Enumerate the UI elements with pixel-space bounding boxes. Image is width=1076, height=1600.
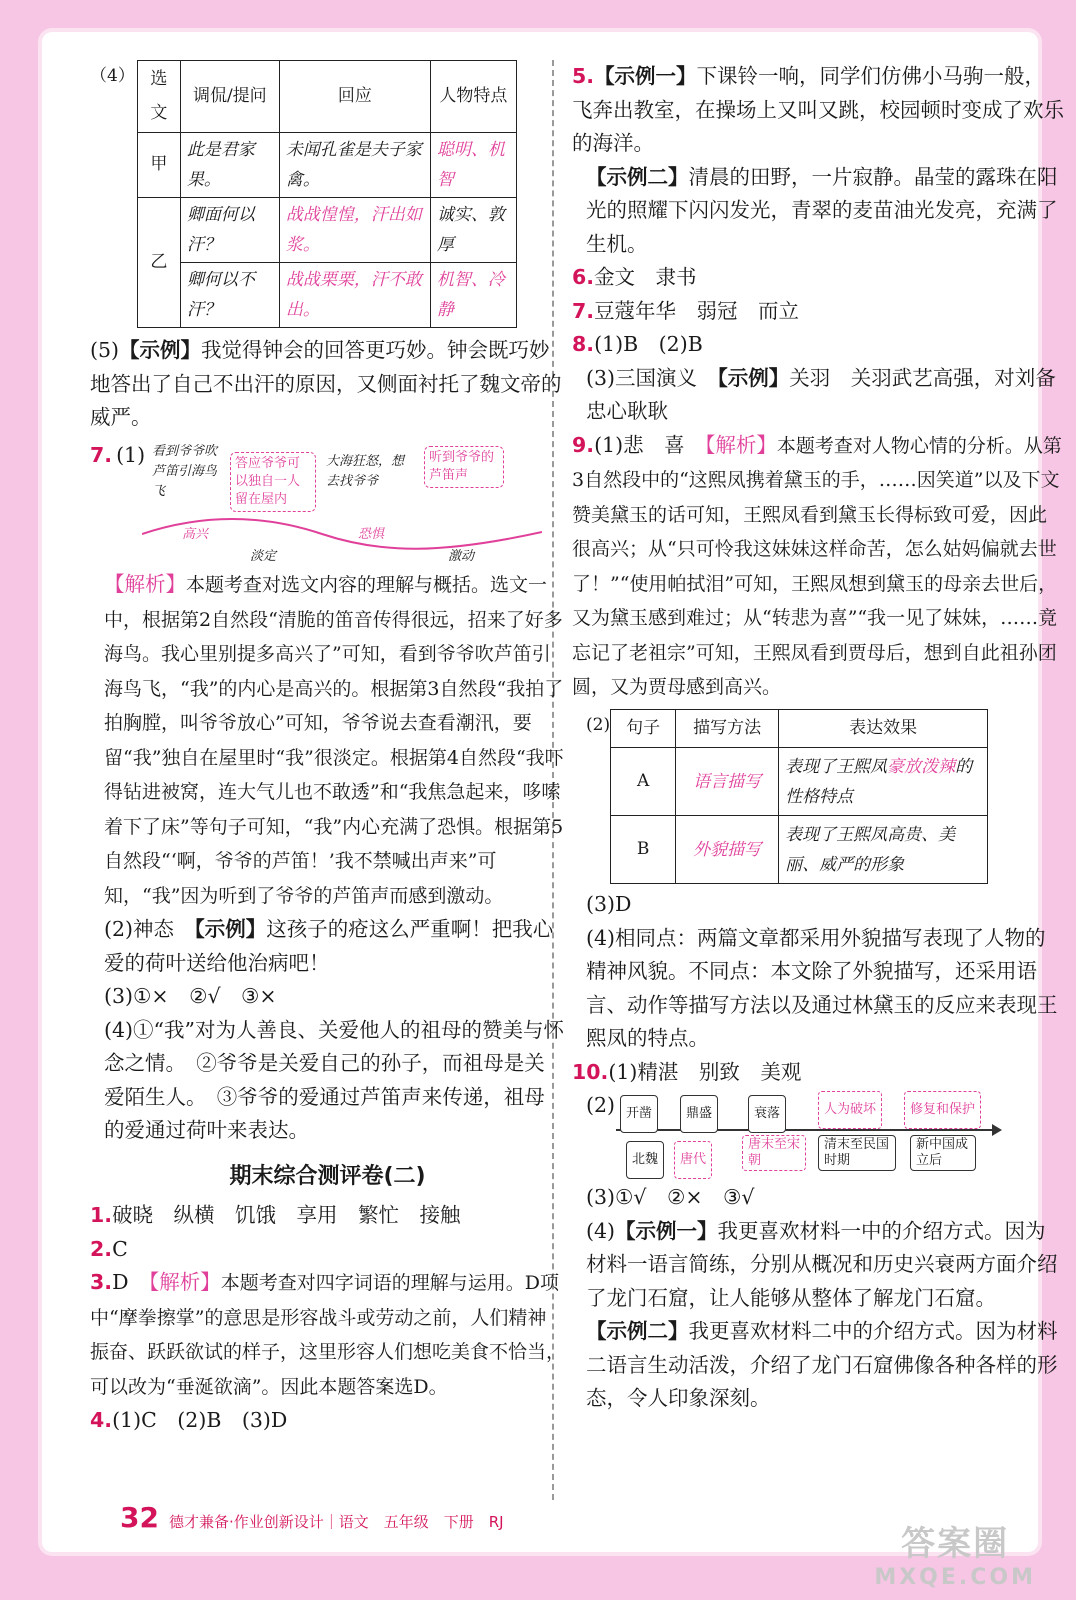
footer-text: 德才兼备·作业创新设计｜语文 五年级 下册 RJ	[168, 1513, 504, 1531]
q3: 3.D 【解析】本题考查对四字词语的理解与运用。D项中“摩拳擦掌”的意思是形容战斗或劳动之前，人们精神振奋、跃跃欲试的样子，这里形容人们想吃美食不恰当，可以改为“垂涎欲滴”。因此本题答案选D。	[90, 1270, 566, 1398]
table-cell: 语言描写	[676, 748, 779, 816]
table-cell: 战战栗栗，汗不敢出。	[279, 263, 430, 328]
q10-4-ex1: (4)【示例一】我更喜欢材料一中的介绍方式。因为材料一语言简练，分别从概况和历史兴衰两方面介绍了龙门石窟，让人能够从整体了解龙门石窟。	[586, 1218, 1058, 1310]
watermark-logo: 答案圈 MXQE.COM	[874, 1524, 1036, 1590]
answer-page	[42, 32, 1064, 1552]
timeline-arrow	[616, 1129, 996, 1131]
table-cell: 表现了王熙凤高贵、美丽、威严的形象	[779, 816, 988, 884]
table-cell: 战战惶惶，汗出如浆。	[279, 198, 430, 263]
table-cell: 机智、冷静	[430, 263, 516, 328]
timeline-stage: 修复和保护	[904, 1091, 981, 1129]
table-cell: 卿何以不汗？	[180, 263, 279, 328]
q6-4-label: （4）	[90, 66, 135, 86]
table-cell: 诚实、敦厚	[430, 198, 516, 263]
q7-4: (4)①“我”对为人善良、关爱他人的祖母的赞美与怀念之情。 ②爷爷是关爱自己的孙子，而祖母是关爱陌生人。 ③爷爷的爱通过芦笛声来传递，祖母的爱通过荷叶来表达。	[104, 1017, 564, 1142]
q8-1: 8.(1)B (2)B	[572, 332, 703, 356]
table-cell: 聪明、机智	[430, 133, 516, 198]
q7-3: (3)①× ②√ ③×	[104, 984, 277, 1008]
q9-1: 9.(1)悲 喜 【解析】本题考查对人物心情的分析。从第3自然段中的“这熙凤携着黛玉的手，……因笑道”以及下文赞美黛玉的话可知，王熙凤看到黛玉长得标致可爱，因此很高兴；从“只可怜我这妹妹这样命苦，怎么姑妈偏就去世了！”“使用帕拭泪”可知，王熙凤想到黛玉的母亲去世后，又为黛玉感到难过；从“转悲为喜”“我一见了妹妹，……竟忘记了老祖宗”可知，王熙凤看到贾母后，想到自此祖孙团圆，又为贾母感到高兴。	[572, 432, 1062, 698]
page-footer	[120, 1501, 504, 1534]
table-header: 调侃/提问	[180, 61, 279, 133]
table-cell: A	[611, 748, 676, 816]
timeline-stage: 鼎盛	[680, 1095, 718, 1133]
q7-header: 7. (1)	[90, 439, 565, 473]
right-column	[572, 60, 1064, 1416]
timeline-era: 唐末至宋朝	[742, 1135, 806, 1171]
table-header: 描写方法	[676, 709, 779, 748]
q6-5: (5)【示例】我觉得钟会的回答更巧妙。钟会既巧妙地答出了自己不出汗的原因，又侧面衬托了魏文帝的威严。	[90, 338, 562, 429]
timeline-stage: 衰落	[748, 1095, 786, 1133]
table-cell: 未闻孔雀是夫子家禽。	[279, 133, 430, 198]
timeline-era: 唐代	[674, 1141, 712, 1179]
example-tag: 【示例】	[119, 338, 202, 362]
q8-3: (3)三国演义 【示例】关羽 关羽武艺高强，对刘备忠心耿耿	[586, 365, 1056, 423]
q9-3: (3)D	[586, 892, 632, 916]
table-header: 人物特点	[430, 61, 516, 133]
diagram-event-2: 答应爷爷可以独自一人留在屋内	[230, 452, 316, 512]
q10-1: 10.(1)精湛 别致 美观	[572, 1059, 802, 1084]
table-header: 句子	[611, 709, 676, 748]
emotion-3: 恐惧	[358, 527, 385, 542]
emotion-4: 激动	[448, 549, 475, 564]
timeline-stage: 开凿	[620, 1095, 658, 1133]
page-number: 32	[120, 1501, 159, 1534]
emotion-1: 高兴	[182, 527, 209, 542]
timeline-era: 北魏	[626, 1141, 664, 1179]
q4: 4.(1)C (2)B (3)D	[90, 1408, 288, 1432]
q6: 6.金文 隶书	[572, 265, 697, 289]
q9-4: (4)相同点：两篇文章都采用外貌描写表现了人物的精神风貌。不同点：本文除了外貌描写，还采用语言、动作等描写方法以及通过林黛玉的反应来表现王熙凤的特点。	[586, 925, 1058, 1050]
q10-3: (3)①√ ②× ③√	[586, 1185, 755, 1209]
question-number: 7.	[90, 442, 113, 467]
q9-2: (2) 句子 描写方法 表达效果 A 语言描写 表现了王熙凤豪放泼辣的性格特点 B 外貌描写 表现了王熙凤高贵、美丽、威严的形象	[586, 709, 1064, 885]
timeline-arrowhead	[992, 1124, 1002, 1136]
q1: 1.破晓 纵横 饥饿 享用 繁忙 接触	[90, 1203, 461, 1227]
table-cell: 表现了王熙凤豪放泼辣的性格特点	[779, 748, 988, 816]
table-header: 表达效果	[779, 709, 988, 748]
table-cell: 卿面何以汗？	[180, 198, 279, 263]
q10-4-ex2: 【示例二】我更喜欢材料二中的介绍方式。因为材料二语言生动活泼，介绍了龙门石窟佛像各种各样的形态，令人印象深刻。	[586, 1319, 1058, 1410]
section-title: 期末综合测评卷(二)	[229, 1163, 426, 1189]
timeline-stage: 人为破坏	[818, 1091, 882, 1129]
left-column	[90, 60, 565, 1438]
table-header: 选文	[137, 61, 180, 133]
table-cell: B	[611, 816, 676, 884]
q7-2: (2)神态 【示例】这孩子的疮这么严重啊！把我心爱的荷叶送给他治病吧！	[104, 917, 554, 975]
table-cell: 此是君家果。	[180, 133, 279, 198]
table-cell: 外貌描写	[676, 816, 779, 884]
timeline-era: 新中国成立后	[910, 1135, 976, 1171]
q7-jiexi: 【解析】本题考查对选文内容的理解与概括。选文一中，根据第2自然段“清脆的笛音传得很远，招来了好多海鸟。我心里别提多高兴了”可知，看到爷爷吹芦笛引海鸟飞，“我”的内心是高兴的。根据第3自然段“我拍了拍胸膛，叫爷爷放心”可知，爷爷说去查看潮汛，要留“我”独自在屋里时“我”很淡定。根据第4自然段“我吓得钻进被窝，连大气儿也不敢透”和“我焦急起来，哆嗦着下了床”等句子可知，“我”内心充满了恐惧。根据第5自然段“‘啊，爷爷的芦笛！’我不禁喊出声来”可知，“我”因为听到了爷爷的芦笛声而感到激动。	[104, 572, 564, 907]
timeline-era: 清末至民国时期	[818, 1135, 896, 1171]
q2: 2.C	[90, 1236, 128, 1261]
diagram-event-3: 大海狂怒，想去找爷爷	[326, 454, 405, 489]
description-table	[610, 709, 988, 885]
q7: 7.豆蔻年华 弱冠 而立	[572, 298, 800, 323]
dialogue-table	[137, 60, 517, 328]
jiexi-tag: 【解析】	[104, 572, 186, 596]
diagram-event-1: 看到爷爷吹芦笛引海鸟飞	[152, 444, 218, 499]
emotion-diagram	[90, 442, 565, 568]
table-cell: 甲	[137, 133, 180, 198]
table-header: 回应	[279, 61, 430, 133]
table-cell: 乙	[137, 198, 180, 328]
timeline-diagram: (2) 开凿 鼎盛 衰落 人为破坏 修复和保护 北魏 唐代 唐末至宋朝 清末至民国时期 新中国成立后	[586, 1089, 1064, 1181]
emotion-2: 淡定	[250, 549, 277, 564]
q5-ex1: 5.【示例一】下课铃一响，同学们仿佛小马驹一般，飞奔出教室，在操场上又叫又跳，校园顿时变成了欢乐的海洋。	[572, 64, 1064, 155]
q5-ex2: 【示例二】清晨的田野，一片寂静。晶莹的露珠在阳光的照耀下闪闪发光，青翠的麦苗油光发亮，充满了生机。	[586, 164, 1058, 256]
diagram-event-4: 听到爷爷的芦笛声	[424, 446, 504, 488]
